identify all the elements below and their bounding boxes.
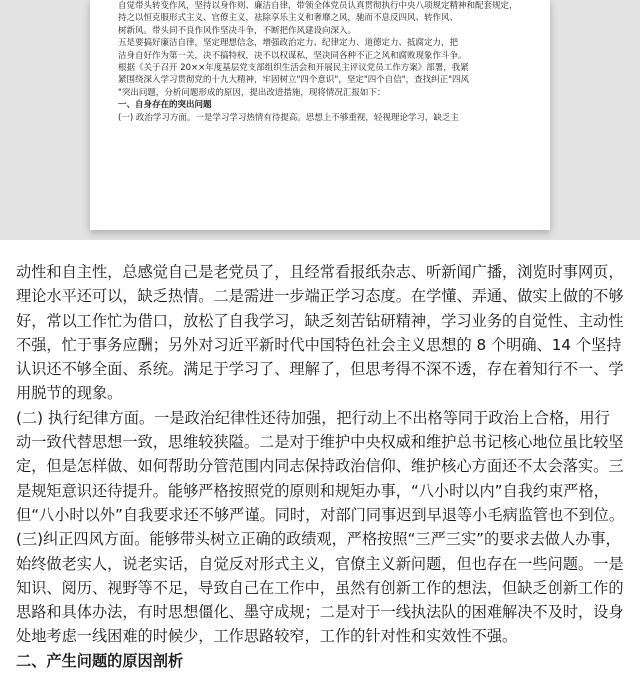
- text-line: 好，常以工作忙为借口，放松了自我学习，缺乏刻苦钻研精神，学习业务的自觉性、主动性: [16, 311, 624, 330]
- text-line: 认识还不够全面、系统。满足于学习了、理解了，但思考得不深不透，存在着知行不一、学: [16, 360, 624, 379]
- text-line: 是规矩意识还待提升。能够严格按照党的原则和规矩办事，“八小时以内”自我约束严格，: [16, 481, 609, 500]
- text-line: 紧围绕深入学习贯彻党的十九大精神，牢固树立"四个意识"，坚定"四个自信"，查找纠正"四风: [118, 75, 470, 86]
- section-heading: 二、产生问题的原因剖析: [16, 651, 184, 670]
- text-line: (三)纠正四风方面。能够带头树立正确的政绩观，严格按照“三严三实”的要求去做人办事，: [16, 530, 621, 549]
- text-line: "突出问题，分析问题形成的原因，提出改进措施，现将情况汇报如下：: [118, 87, 386, 98]
- text-line: 持之以恒克服形式主义、官僚主义，祛除享乐主义和奢靡之风，驰而不息反四风、转作风、: [118, 13, 459, 24]
- document-preview-page: [90, 0, 550, 230]
- text-line: 动性和自主性，总感觉自己是老党员了，且经常看报纸杂志、听新闻广播，浏览时事网页，: [16, 263, 624, 281]
- text-line: 五是要搞好廉洁自律，坚定理想信念，增强政治定力、纪律定力、道德定力、抵腐定力，把: [118, 38, 459, 49]
- text-line: 洁身自好作为第一关，决不搞特权，决不以权谋私，坚决同各种不正之风和腐败现象作斗争。: [118, 50, 467, 61]
- text-line: (二) 执行纪律方面。一是政治纪律性还待加强，把行动上不出格等同于政治上合格，用行: [16, 408, 610, 427]
- text-line: 始终做老实人，说老实话，自觉反对形式主义，官僚主义新问题，但也存在一些问题。一是: [16, 554, 624, 573]
- text-line: 处地考虑一线困难的时候少，工作思路较窄，工作的针对性和实效性不强。: [16, 627, 518, 646]
- text-line: 但“八小时以外”自我要求还不够严谨。同时，对部门同事迟到早退等小毛病监管也不到位。: [16, 505, 625, 524]
- text-line: 理论水平还可以，缺乏热情。二是需进一步端正学习态度。在学懂、弄通、做实上做的不够: [16, 287, 624, 306]
- text-line: 不强，忙于事务应酬；另外对习近平新时代中国特色社会主义思想的 8 个明确、14 个坚持: [16, 335, 622, 354]
- text-line: 根据《关于召开 20××年度基层党支部组织生活会和开展民主评议党员工作方案》部署，我紧: [118, 62, 469, 73]
- text-line: 树新风。带头同不良作风作坚决斗争，不断把作风建设向深入。: [118, 25, 357, 36]
- text-line: 用脱节的现象。: [16, 384, 123, 403]
- preview-text: [118, 0, 524, 124]
- text-line: 定，但是怎样做、如何帮助分管范围内同志保持政治信仰、维护核心方面还不太会落实。三: [16, 457, 624, 476]
- document-body: [16, 260, 628, 673]
- text-line: 动一致代替思想一致，思维较狭隘。二是对于维护中央权威和维护总书记核心地位虽比较坚: [16, 433, 624, 452]
- section-heading: 一、自身存在的突出问题: [118, 100, 212, 111]
- text-line: (一) 政治学习方面。一是学习学习热情有待提高。思想上不够重视，轻视理论学习，缺乏主: [118, 112, 459, 123]
- text-line: 思路和具体办法，有时思想僵化、墨守成规；二是对于一线执法队的困难解决不及时，设身: [16, 603, 624, 622]
- text-line: 自觉带头转变作风，坚持以身作则、廉洁自律，带领全体党员认真贯彻执行中央八项规定精神和配套规定，: [118, 1, 518, 11]
- preview-background: [0, 0, 640, 240]
- text-line: 知识、阅历、视野等不足，导致自己在工作中，虽然有创新工作的想法，但缺乏创新工作的: [16, 578, 624, 597]
